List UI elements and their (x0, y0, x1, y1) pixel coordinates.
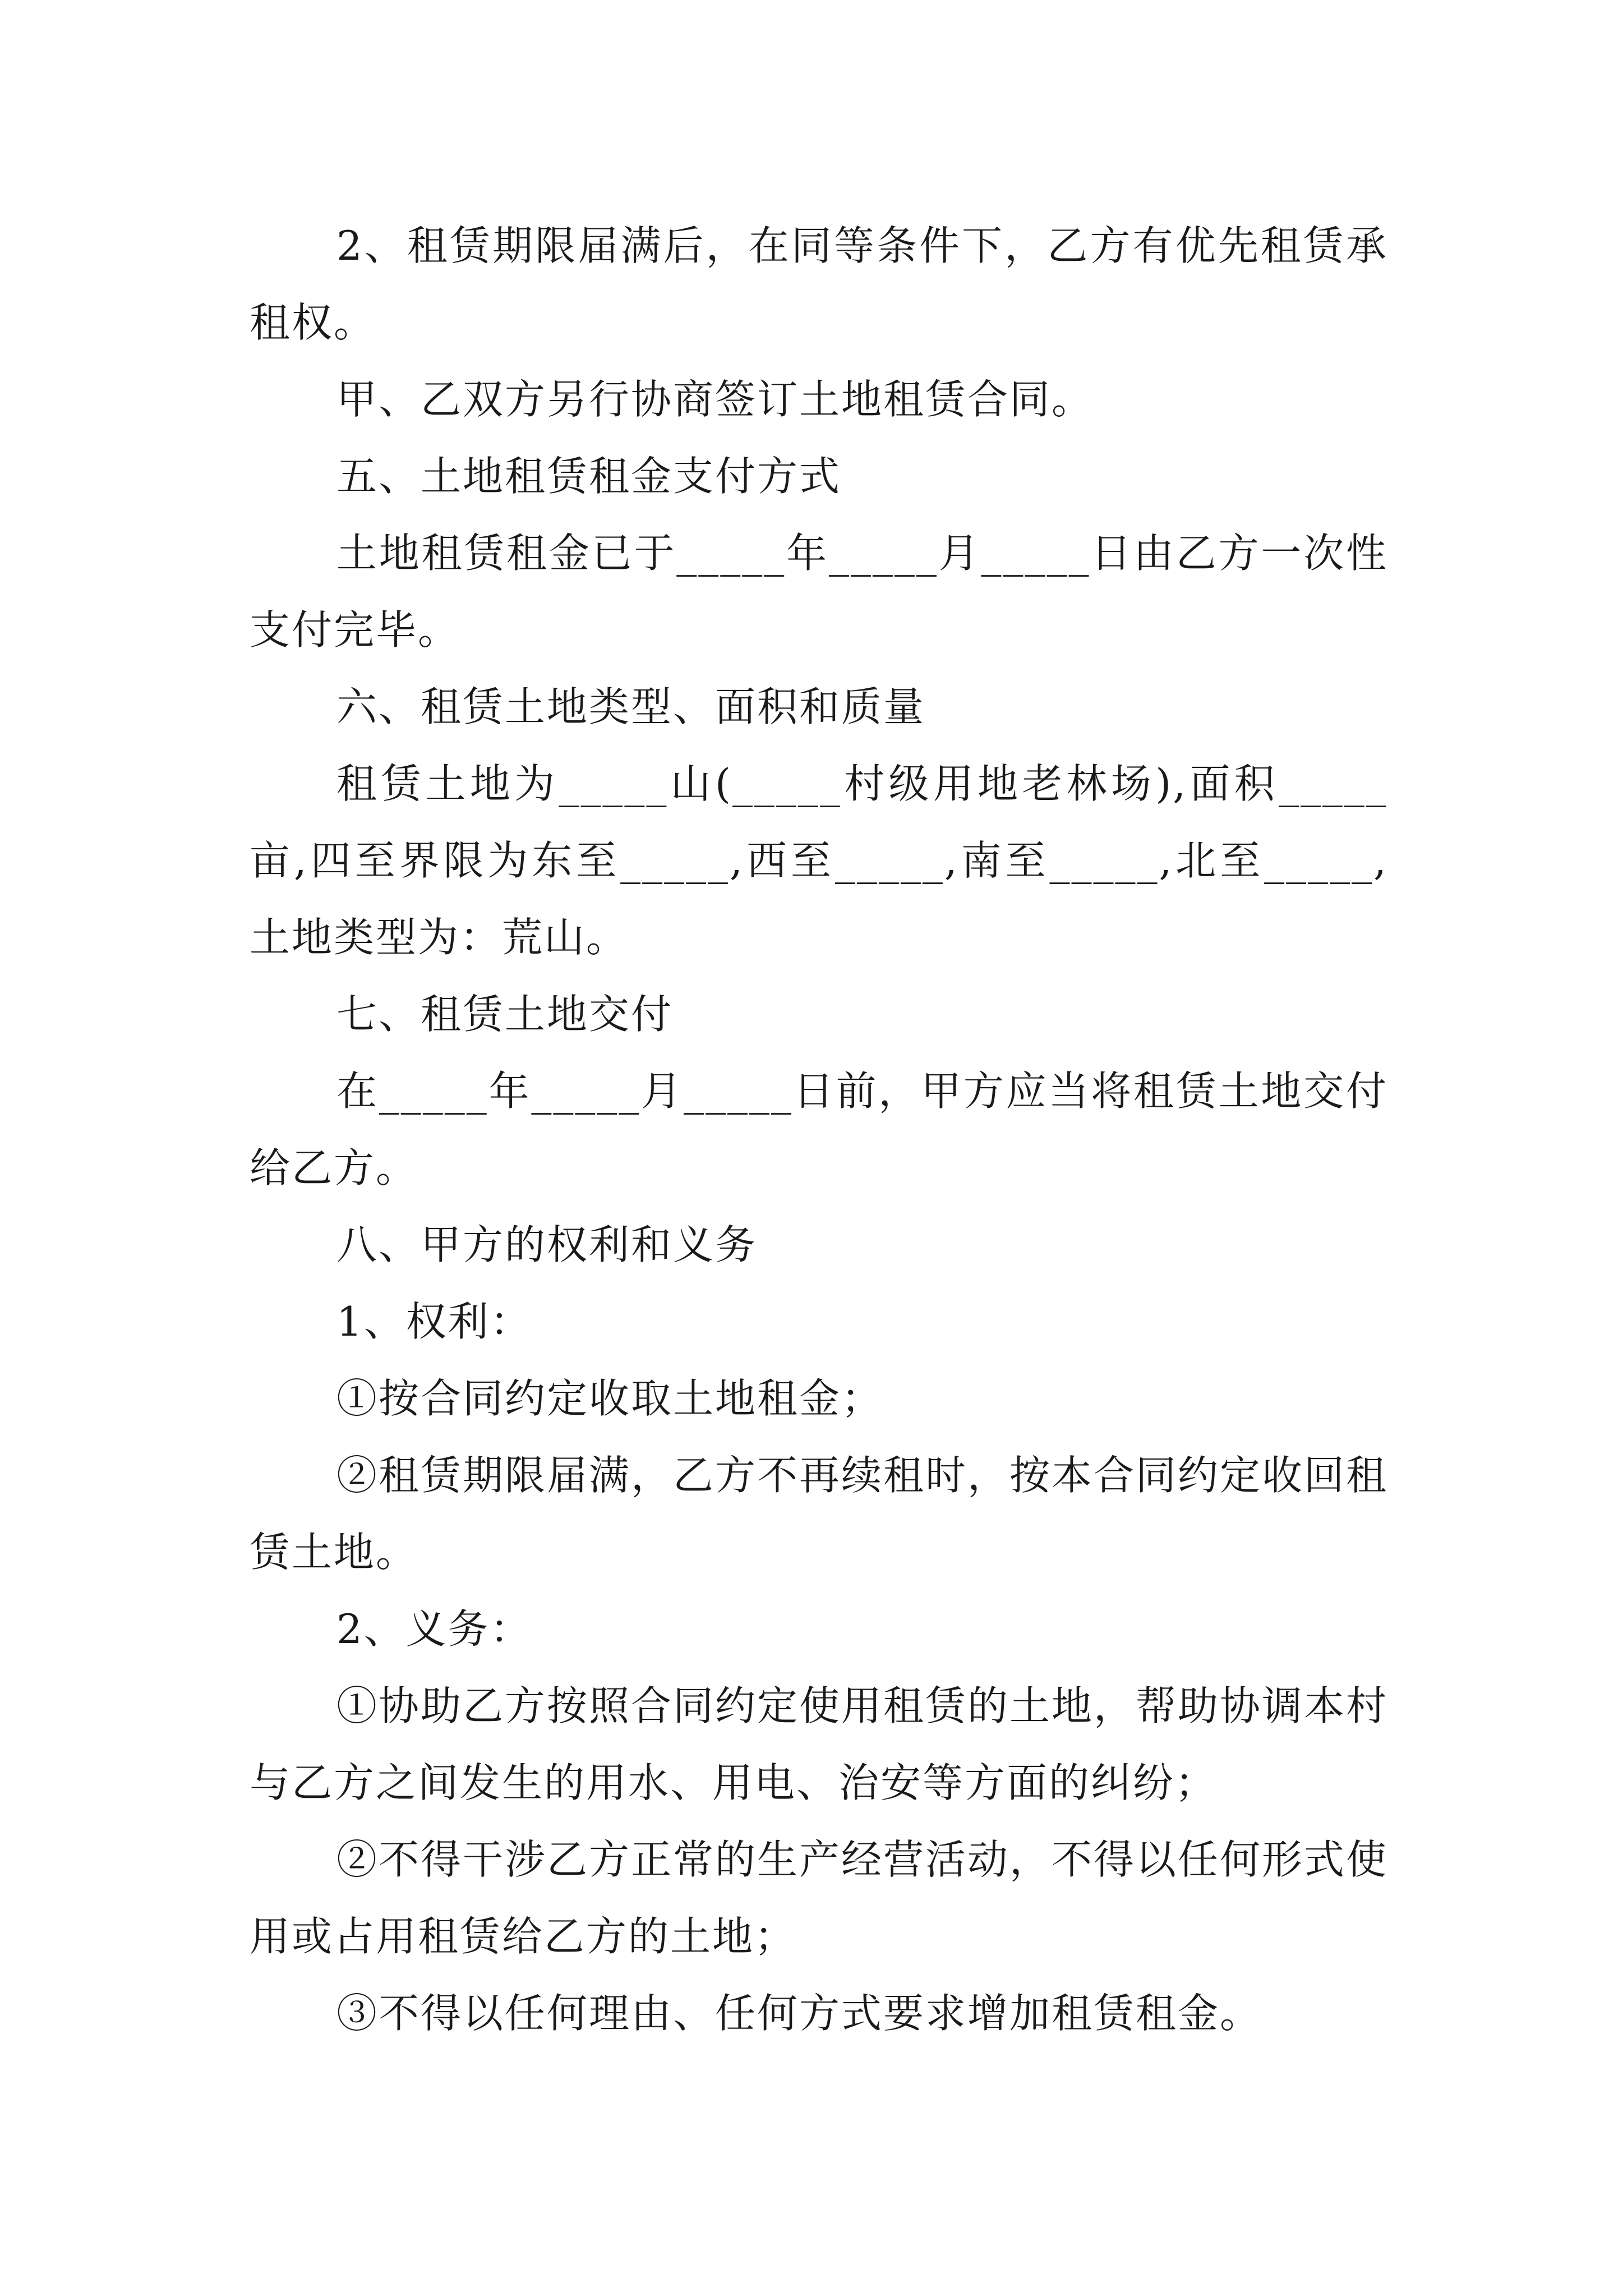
subheading-rights: 1、权利： (336, 1298, 532, 1345)
list-item-obligation-3: ③不得以任何理由、任何方式要求增加租赁租金。 (336, 1990, 1262, 2037)
list-item-obligation-1: ①协助乙方按照合同约定使用租赁的土地，帮助协调本村与乙方之间发生的用水、用电、治安等方面的纠纷； (250, 1682, 1389, 1806)
paragraph-delivery-date: 在_____年_____月_____日前，甲方应当将租赁土地交付给乙方。 (250, 1068, 1388, 1191)
list-item-right-2: ②租赁期限届满，乙方不再续租时，按本合同约定收回租赁土地。 (250, 1452, 1389, 1576)
section-heading-payment: 五、土地租赁租金支付方式 (336, 453, 842, 500)
section-heading-party-a: 八、甲方的权利和义务 (336, 1221, 758, 1268)
section-heading-delivery: 七、租赁土地交付 (336, 991, 674, 1038)
paragraph-separate-contract: 甲、乙双方另行协商签订土地租赁合同。 (336, 376, 1094, 423)
list-item-right-1: ①按合同约定收取土地租金； (336, 1375, 884, 1422)
document-body (250, 208, 1388, 2052)
paragraph-land-details: 租赁土地为_____山(_____村级用地老林场),面积_____亩,四至界限为东至_____,西至_____,南至_____,北至_____,土地类型为：荒山。 (250, 760, 1388, 961)
subheading-obligations: 2、义务： (336, 1605, 532, 1653)
paragraph-renewal-priority: 2、租赁期限届满后，在同等条件下，乙方有优先租赁承租权。 (250, 222, 1388, 346)
section-heading-land-type: 六、租赁土地类型、面积和质量 (336, 683, 926, 730)
list-item-obligation-2: ②不得干涉乙方正常的生产经营活动，不得以任何形式使用或占用租赁给乙方的土地； (250, 1836, 1389, 1960)
paragraph-payment-date: 土地租赁租金已于_____年_____月_____日由乙方一次性支付完毕。 (250, 530, 1388, 654)
